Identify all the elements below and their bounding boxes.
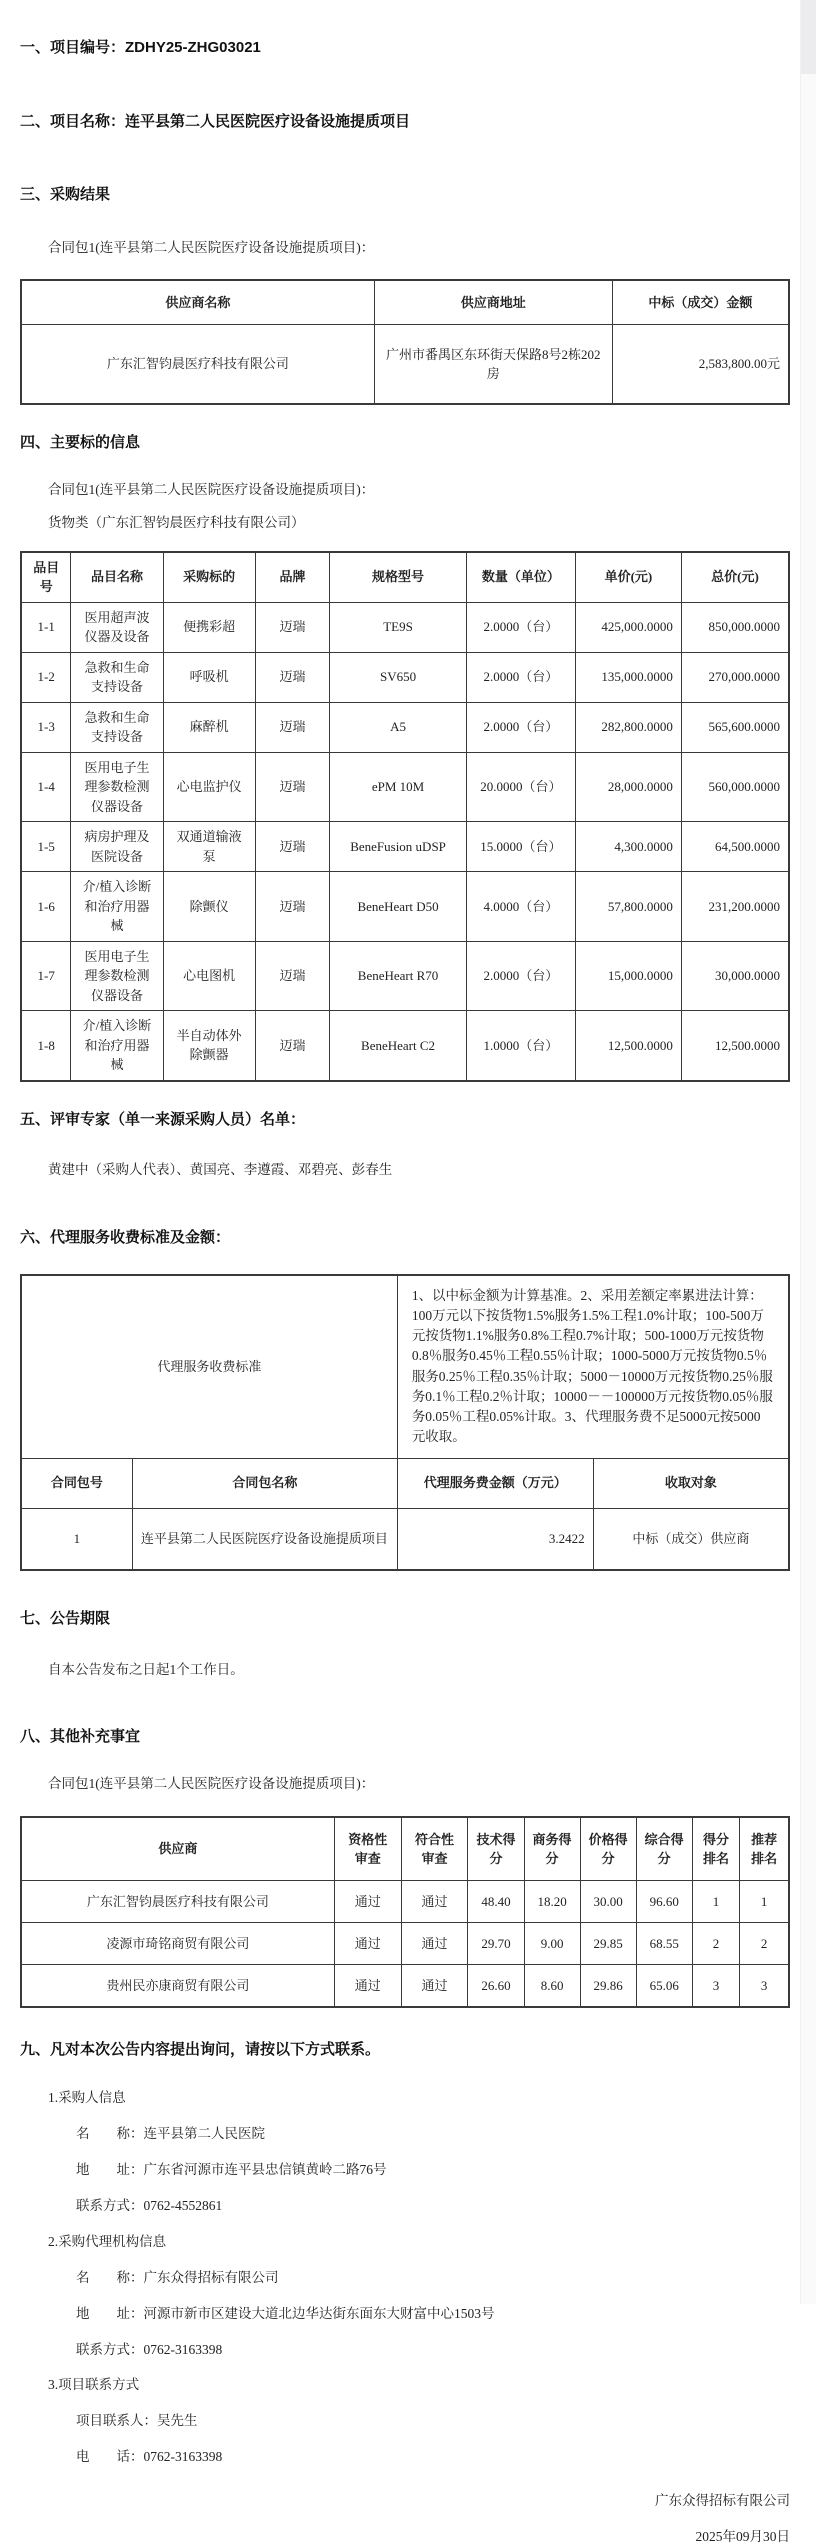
cell: 迈瑞 bbox=[255, 941, 329, 1011]
table-header-row bbox=[21, 1817, 789, 1881]
cell: 迈瑞 bbox=[255, 602, 329, 652]
cell: 560,000.0000 bbox=[681, 752, 789, 822]
cell: 1.0000（台） bbox=[466, 1011, 575, 1081]
table-row bbox=[21, 1508, 789, 1570]
cell: 1 bbox=[692, 1881, 740, 1923]
cell: TE9S bbox=[330, 602, 467, 652]
cell: 270,000.0000 bbox=[681, 652, 789, 702]
cell: 64,500.0000 bbox=[681, 822, 789, 872]
cell: 1-8 bbox=[21, 1011, 71, 1081]
col-header: 得分排名 bbox=[692, 1817, 740, 1881]
col-header: 价格得分 bbox=[580, 1817, 636, 1881]
table-row bbox=[21, 1881, 789, 1923]
cell: 迈瑞 bbox=[255, 652, 329, 702]
cell: 30,000.0000 bbox=[681, 941, 789, 1011]
cell: 2.0000（台） bbox=[466, 602, 575, 652]
footer-company: 广东众得招标有限公司 bbox=[655, 2493, 790, 2509]
scrollbar-track bbox=[800, 0, 816, 2304]
col-header: 技术得分 bbox=[468, 1817, 524, 1881]
cell: 3 bbox=[692, 1965, 740, 2007]
cell: 12,500.0000 bbox=[681, 1011, 789, 1081]
agency-info-title: 2.采购代理机构信息 bbox=[48, 2233, 167, 2249]
cell: BeneHeart D50 bbox=[330, 872, 467, 942]
cell: 心电图机 bbox=[163, 941, 255, 1011]
cell: 135,000.0000 bbox=[575, 652, 681, 702]
cell: 通过 bbox=[334, 1923, 401, 1965]
cell: 医用电子生理参数检测仪器设备 bbox=[71, 752, 163, 822]
cell: 26.60 bbox=[468, 1965, 524, 2007]
cell: 急救和生命支持设备 bbox=[71, 702, 163, 752]
section-2-heading: 二、项目名称：连平县第二人民医院医疗设备设施提质项目 bbox=[20, 112, 411, 130]
cell: 便携彩超 bbox=[163, 602, 255, 652]
col-header: 规格型号 bbox=[330, 552, 467, 603]
cell: 凌源市琦铭商贸有限公司 bbox=[21, 1923, 334, 1965]
cell: 68.55 bbox=[636, 1923, 692, 1965]
purchaser-name: 名 称：连平县第二人民医院 bbox=[76, 2126, 265, 2142]
cell: 565,600.0000 bbox=[681, 702, 789, 752]
cell: BeneFusion uDSP bbox=[330, 822, 467, 872]
purchaser-contact: 联系方式：0762-4552861 bbox=[76, 2198, 223, 2214]
cell: 850,000.0000 bbox=[681, 602, 789, 652]
table-row bbox=[21, 872, 789, 942]
section-8-heading: 八、其他补充事宜 bbox=[20, 1728, 141, 1746]
cell: 9.00 bbox=[524, 1923, 580, 1965]
cell: 4,300.0000 bbox=[575, 822, 681, 872]
table-row bbox=[21, 822, 789, 872]
cell: 15,000.0000 bbox=[575, 941, 681, 1011]
cell: 通过 bbox=[401, 1923, 468, 1965]
cell: 8.60 bbox=[524, 1965, 580, 2007]
cell: 282,800.0000 bbox=[575, 702, 681, 752]
col-header: 资格性审查 bbox=[334, 1817, 401, 1881]
cell: 2.0000（台） bbox=[466, 652, 575, 702]
cell: 29.86 bbox=[580, 1965, 636, 2007]
announcement-content bbox=[20, 38, 790, 2545]
cell: 贵州民亦康商贸有限公司 bbox=[21, 1965, 334, 2007]
cell: BeneHeart R70 bbox=[330, 941, 467, 1011]
cell: 2 bbox=[740, 1923, 789, 1965]
fee-standard-text-cell: 1、以中标金额为计算基准。2、采用差额定率累进法计算：100万元以下按货物1.5%服务1.5%工程1.0%计取；100-500万元按货物1.1%服务0.8%工程0.7%计取；500-1000万元按货物0.8％服务0.45％工程0.55％计取；1000-5000万元按货物0.5％服务0.25％工程0.35％计取；5000－10000万元按货物0.25％服务0.1％工程0.2％计取；10000－－100000万元按货物0.05％服务0.05％工程0.05%计取。3、代理服务费不足5000元按5000元收取。 bbox=[397, 1275, 789, 1459]
package-name-cell: 连平县第二人民医院医疗设备设施提质项目 bbox=[132, 1508, 397, 1570]
section-4-heading: 四、主要标的信息 bbox=[20, 434, 141, 452]
cell: 通过 bbox=[401, 1965, 468, 2007]
col-header: 中标（成交）金额 bbox=[612, 280, 789, 324]
cell: 65.06 bbox=[636, 1965, 692, 2007]
result-table bbox=[20, 279, 790, 405]
cell: 30.00 bbox=[580, 1881, 636, 1923]
cell: 2.0000（台） bbox=[466, 702, 575, 752]
cell: ePM 10M bbox=[330, 752, 467, 822]
score-table bbox=[20, 1816, 790, 2008]
col-header: 品目号 bbox=[21, 552, 71, 603]
cell: 迈瑞 bbox=[255, 702, 329, 752]
cell: 18.20 bbox=[524, 1881, 580, 1923]
cell: 心电监护仪 bbox=[163, 752, 255, 822]
agency-name: 名 称：广东众得招标有限公司 bbox=[76, 2269, 279, 2285]
section-5-heading: 五、评审专家（单一来源采购人员）名单： bbox=[20, 1110, 306, 1128]
experts-list: 黄建中（采购人代表）、黄国亮、李遵霞、邓碧亮、彭春生 bbox=[48, 1162, 393, 1178]
cell: 迈瑞 bbox=[255, 822, 329, 872]
col-header: 采购标的 bbox=[163, 552, 255, 603]
supplier-address-cell: 广州市番禺区东环街天保路8号2栋202房 bbox=[374, 324, 612, 404]
package-line: 合同包1(连平县第二人民医院医疗设备设施提质项目)： bbox=[48, 1775, 375, 1791]
charged-party-cell: 中标（成交）供应商 bbox=[593, 1508, 789, 1570]
cell: 15.0000（台） bbox=[466, 822, 575, 872]
cell: 3 bbox=[740, 1965, 789, 2007]
supplier-name-cell: 广东汇智钧晨医疗科技有限公司 bbox=[21, 324, 374, 404]
col-header: 总价(元) bbox=[681, 552, 789, 603]
col-header: 供应商名称 bbox=[21, 280, 374, 324]
col-header: 综合得分 bbox=[636, 1817, 692, 1881]
fee-standard-row bbox=[21, 1275, 789, 1459]
section-7-heading: 七、公告期限 bbox=[20, 1610, 111, 1628]
agency-contact: 联系方式：0762-3163398 bbox=[76, 2341, 223, 2357]
table-row bbox=[21, 941, 789, 1011]
col-header: 代理服务费金额（万元） bbox=[397, 1458, 593, 1508]
project-phone: 电 话：0762-3163398 bbox=[76, 2449, 223, 2465]
cell: SV650 bbox=[330, 652, 467, 702]
cell: 1-1 bbox=[21, 602, 71, 652]
cell: 呼吸机 bbox=[163, 652, 255, 702]
section-3-heading: 三、采购结果 bbox=[20, 186, 111, 203]
col-header: 商务得分 bbox=[524, 1817, 580, 1881]
notice-period-text: 自本公告发布之日起1个工作日。 bbox=[48, 1661, 244, 1677]
fee-amount-cell: 3.2422 bbox=[397, 1508, 593, 1570]
cell: 2.0000（台） bbox=[466, 941, 575, 1011]
cell: 29.70 bbox=[468, 1923, 524, 1965]
category-line: 货物类（广东汇智钧晨医疗科技有限公司） bbox=[48, 514, 305, 530]
cell: 广东汇智钧晨医疗科技有限公司 bbox=[21, 1881, 334, 1923]
cell: 除颤仪 bbox=[163, 872, 255, 942]
table-header-row bbox=[21, 280, 789, 324]
cell: 1-7 bbox=[21, 941, 71, 1011]
cell: 29.85 bbox=[580, 1923, 636, 1965]
cell: 231,200.0000 bbox=[681, 872, 789, 942]
footer-date: 2025年09月30日 bbox=[695, 2529, 790, 2545]
purchaser-info-title: 1.采购人信息 bbox=[48, 2090, 126, 2106]
package-no-cell: 1 bbox=[21, 1508, 132, 1570]
cell: A5 bbox=[330, 702, 467, 752]
fee-standard-label-cell: 代理服务收费标准 bbox=[21, 1275, 397, 1459]
table-header-row bbox=[21, 1458, 789, 1508]
cell: 1-2 bbox=[21, 652, 71, 702]
col-header: 符合性审查 bbox=[401, 1817, 468, 1881]
cell: 2 bbox=[692, 1923, 740, 1965]
col-header: 推荐排名 bbox=[740, 1817, 789, 1881]
cell: 1-4 bbox=[21, 752, 71, 822]
purchaser-address: 地 址：广东省河源市连平县忠信镇黄岭二路76号 bbox=[76, 2162, 387, 2178]
table-row bbox=[21, 752, 789, 822]
package-line: 合同包1(连平县第二人民医院医疗设备设施提质项目)： bbox=[48, 481, 375, 497]
col-header: 供应商地址 bbox=[374, 280, 612, 324]
cell: 1-6 bbox=[21, 872, 71, 942]
table-row bbox=[21, 702, 789, 752]
project-contact-person: 项目联系人：吴先生 bbox=[76, 2413, 198, 2429]
cell: 迈瑞 bbox=[255, 872, 329, 942]
section-9-heading: 九、凡对本次公告内容提出询问，请按以下方式联系。 bbox=[20, 2040, 381, 2058]
cell: 迈瑞 bbox=[255, 752, 329, 822]
col-header: 供应商 bbox=[21, 1817, 334, 1881]
cell: 48.40 bbox=[468, 1881, 524, 1923]
cell: 1 bbox=[740, 1881, 789, 1923]
cell: BeneHeart C2 bbox=[330, 1011, 467, 1081]
cell: 麻醉机 bbox=[163, 702, 255, 752]
table-row bbox=[21, 602, 789, 652]
table-row bbox=[21, 652, 789, 702]
cell: 双通道输液泵 bbox=[163, 822, 255, 872]
agency-address: 地 址：河源市新市区建设大道北边华达街东面东大财富中心1503号 bbox=[76, 2305, 495, 2321]
section-6-heading: 六、代理服务收费标准及金额： bbox=[20, 1229, 231, 1247]
cell: 通过 bbox=[334, 1965, 401, 2007]
package-line: 合同包1(连平县第二人民医院医疗设备设施提质项目)： bbox=[48, 239, 375, 255]
cell: 迈瑞 bbox=[255, 1011, 329, 1081]
cell: 介/植入诊断和治疗用器械 bbox=[71, 1011, 163, 1081]
cell: 医用超声波仪器及设备 bbox=[71, 602, 163, 652]
col-header: 品目名称 bbox=[71, 552, 163, 603]
col-header: 单价(元) bbox=[575, 552, 681, 603]
cell: 57,800.0000 bbox=[575, 872, 681, 942]
table-header-row bbox=[21, 552, 789, 603]
cell: 急救和生命支持设备 bbox=[71, 652, 163, 702]
cell: 425,000.0000 bbox=[575, 602, 681, 652]
amount-cell: 2,583,800.00元 bbox=[612, 324, 789, 404]
table-row bbox=[21, 324, 789, 404]
cell: 介/植入诊断和治疗用器械 bbox=[71, 872, 163, 942]
cell: 28,000.0000 bbox=[575, 752, 681, 822]
cell: 通过 bbox=[334, 1881, 401, 1923]
cell: 96.60 bbox=[636, 1881, 692, 1923]
table-row bbox=[21, 1011, 789, 1081]
cell: 20.0000（台） bbox=[466, 752, 575, 822]
cell: 半自动体外除颤器 bbox=[163, 1011, 255, 1081]
col-header: 合同包名称 bbox=[132, 1458, 397, 1508]
col-header: 品牌 bbox=[255, 552, 329, 603]
project-contact-title: 3.项目联系方式 bbox=[48, 2377, 140, 2393]
table-row bbox=[21, 1965, 789, 2007]
table-row bbox=[21, 1923, 789, 1965]
col-header: 收取对象 bbox=[593, 1458, 789, 1508]
items-table bbox=[20, 551, 790, 1082]
scrollbar-thumb[interactable] bbox=[801, 0, 816, 74]
cell: 病房护理及医院设备 bbox=[71, 822, 163, 872]
cell: 4.0000（台） bbox=[466, 872, 575, 942]
section-1-heading: 一、项目编号：ZDHY25-ZHG03021 bbox=[20, 39, 261, 56]
cell: 1-3 bbox=[21, 702, 71, 752]
col-header: 数量（单位） bbox=[466, 552, 575, 603]
col-header: 合同包号 bbox=[21, 1458, 132, 1508]
cell: 1-5 bbox=[21, 822, 71, 872]
cell: 医用电子生理参数检测仪器设备 bbox=[71, 941, 163, 1011]
cell: 通过 bbox=[401, 1881, 468, 1923]
fee-table bbox=[20, 1274, 790, 1572]
cell: 12,500.0000 bbox=[575, 1011, 681, 1081]
